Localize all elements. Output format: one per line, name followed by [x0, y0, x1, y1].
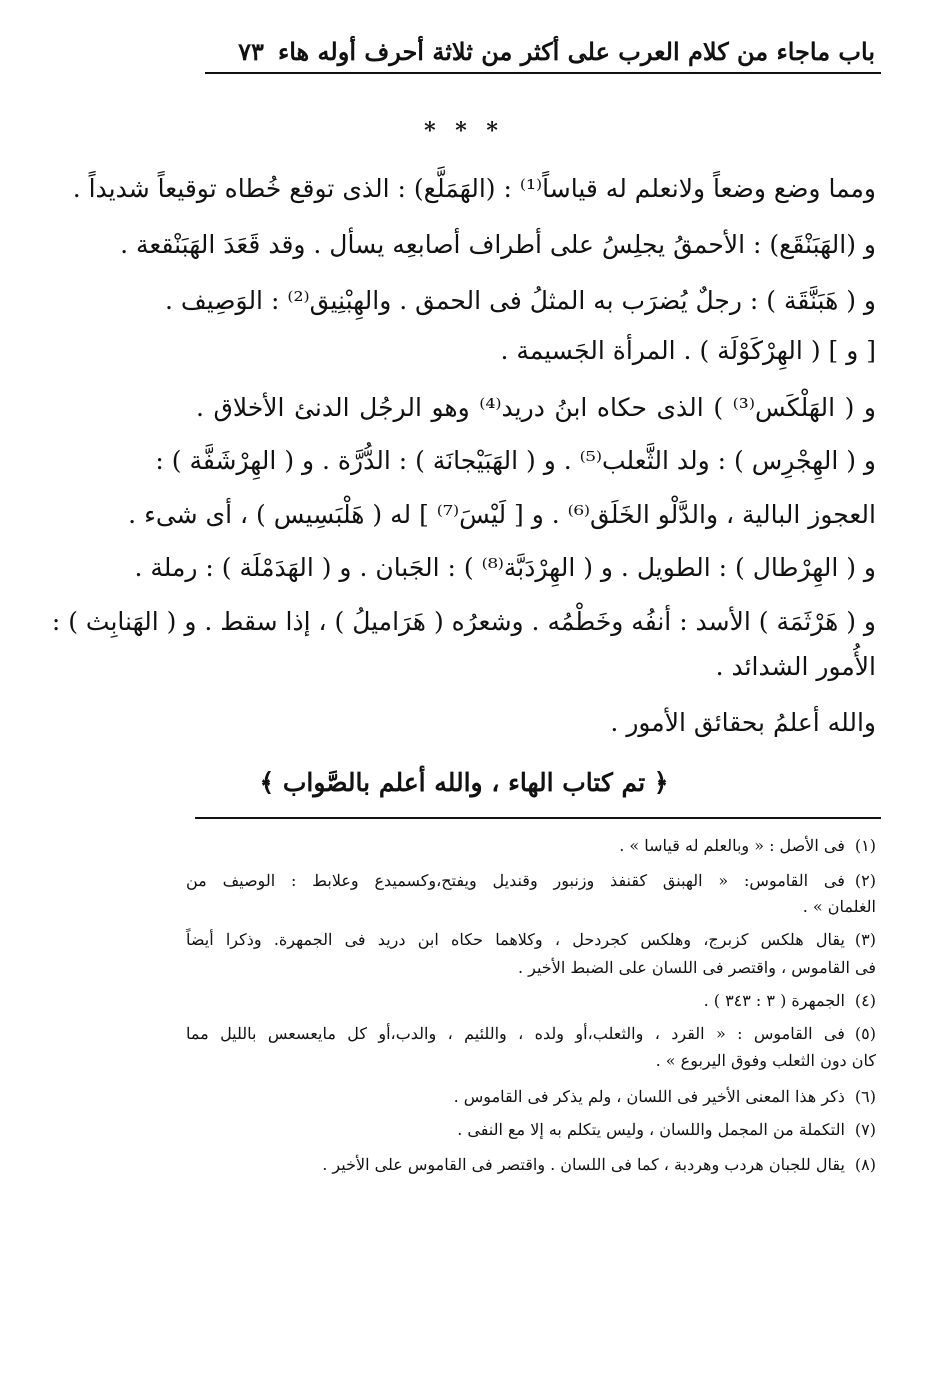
- footnote-text: التكملة من المجمل واللسان ، وليس يتكلم به إلا مع النفى .: [457, 1120, 845, 1139]
- footnote: [186, 988, 876, 1014]
- footnote: [186, 833, 876, 859]
- ornate-bracket-open: ﴿: [653, 768, 669, 797]
- footnote: [186, 1021, 876, 1047]
- footnote-number: (٧): [854, 1120, 876, 1139]
- footnote: [186, 868, 876, 894]
- footnote-number: (١): [854, 836, 876, 855]
- footnote-continuation: [186, 1048, 876, 1074]
- footnote-number: (٦): [854, 1087, 876, 1106]
- page-number: ٧٣: [238, 37, 264, 66]
- footnote-text: فى القاموس ، واقتصر فى اللسان على الضبط الأخير .: [517, 958, 876, 977]
- footnote: [186, 1152, 876, 1178]
- footnote-text: فى القاموس : « القرد ، والثعلب،أو ولده ، واللئيم ، والدب،أو كل مايعسعس بالليل مما: [186, 1024, 845, 1043]
- footnote-text: الجمهرة ( ٣ : ٣٤٣ ) .: [703, 991, 845, 1010]
- body-line: الأُمور الشدائد .: [715, 652, 876, 681]
- footnote: [186, 927, 876, 953]
- footnote-number: (٨): [854, 1155, 876, 1174]
- footnote-number: (٢): [854, 871, 876, 890]
- footnote-continuation: [186, 894, 876, 920]
- body-line: و ( الهِرْطال ) : الطويل . و ( الهِرْدَبَّة⁽⁸⁾ ) : الجَبان . و ( الهَدَمْلَة ) : رملة .: [134, 553, 876, 582]
- chapter-title: باب ماجاء من كلام العرب على أكثر من ثلاثة أحرف أوله هاء: [277, 37, 875, 66]
- footnote-number: (٣): [854, 930, 876, 949]
- ornate-bracket-close: ﴾: [259, 768, 275, 797]
- body-line: و (الهَبَنْقَع) : الأحمقُ يجلِسُ على أطراف أصابعِه يسأل . وقد قَعَدَ الهَبَنْقعة .: [120, 230, 876, 259]
- body-line: [ و ] ( الهِرْكَوْلَة ) . المرأة الجَسيمة .: [500, 336, 876, 365]
- footnote: [186, 1117, 876, 1143]
- header-rule: [205, 72, 881, 74]
- footnote-number: (٤): [854, 991, 876, 1010]
- footnote-text: كان دون الثعلب وفوق اليربوع » .: [655, 1051, 876, 1070]
- footnote-text: فى الأصل : « وبالعلم له قياسا » .: [619, 836, 845, 855]
- footnote-text: يقال للجبان هردب وهردبة ، كما فى اللسان . واقتصر فى القاموس على الأخير .: [322, 1155, 845, 1174]
- body-line: و ( الهَلْكَس⁽³⁾ ) الذى حكاه ابنُ دريد⁽⁴⁾ وهو الرجُل الدنئ الأخلاق .: [196, 393, 876, 422]
- footnote-rule: [195, 817, 881, 819]
- footnote-number: (٥): [854, 1024, 876, 1043]
- body-line: و ( هَبَنَّقَة ) : رجلٌ يُضرَب به المثلُ فى الحمق . والهِبْنِيق⁽²⁾ : الوَصِيف .: [164, 286, 876, 315]
- chapter-end-text: تم كتاب الهاء ، والله أعلم بالصَّواب: [282, 768, 646, 797]
- footnote-text: يقال هلكس كزبرج، وهلكس كجردحل ، وكلاهما حكاه ابن دريد فى الجمهرة. وذكرا أيضاً: [186, 930, 845, 949]
- footnote-continuation: [186, 955, 876, 981]
- section-separator: * * *: [424, 118, 504, 144]
- running-header: [205, 28, 875, 66]
- chapter-end-note: [0, 760, 928, 806]
- footnote: [186, 1084, 876, 1110]
- body-line: و ( الهِجْرِس ) : ولد الثَّعلب⁽⁵⁾ . و ( الهَبَيْجانَة ) : الدُّرَّة . و ( الهِرْشَفَّة ) :: [155, 446, 876, 475]
- body-line: ومما وضع وضعاً ولانعلم له قياساً⁽¹⁾ : (الهَمَلَّع) : الذى توقع خُطاه توقيعاً شديداً .: [72, 174, 876, 203]
- body-line: و ( هَرْثَمَة ) الأسد : أنفُه وخَطْمُه . وشعرُه ( هَرَاميلُ ) ، إذا سقط . و ( الهَنابِث ) :: [51, 607, 876, 636]
- closing-formula: والله أعلمُ بحقائق الأمور .: [610, 708, 876, 737]
- footnote-text: الغلمان » .: [802, 897, 876, 916]
- footnote-text: ذكر هذا المعنى الأخير فى اللسان ، ولم يذكر فى القاموس .: [453, 1087, 845, 1106]
- body-line: العجوز البالية ، والدَّلْو الخَلَق⁽⁶⁾ . و [ لَيْسَ⁽⁷⁾ ] له ( هَلْبَسِيس ) ، أى شىء .: [128, 500, 876, 529]
- footnote-text: فى القاموس: « الهبنق كقنفذ وزنبور وقنديل ويفتح،وكسميدع وعلابط : الوصيف من: [186, 871, 845, 890]
